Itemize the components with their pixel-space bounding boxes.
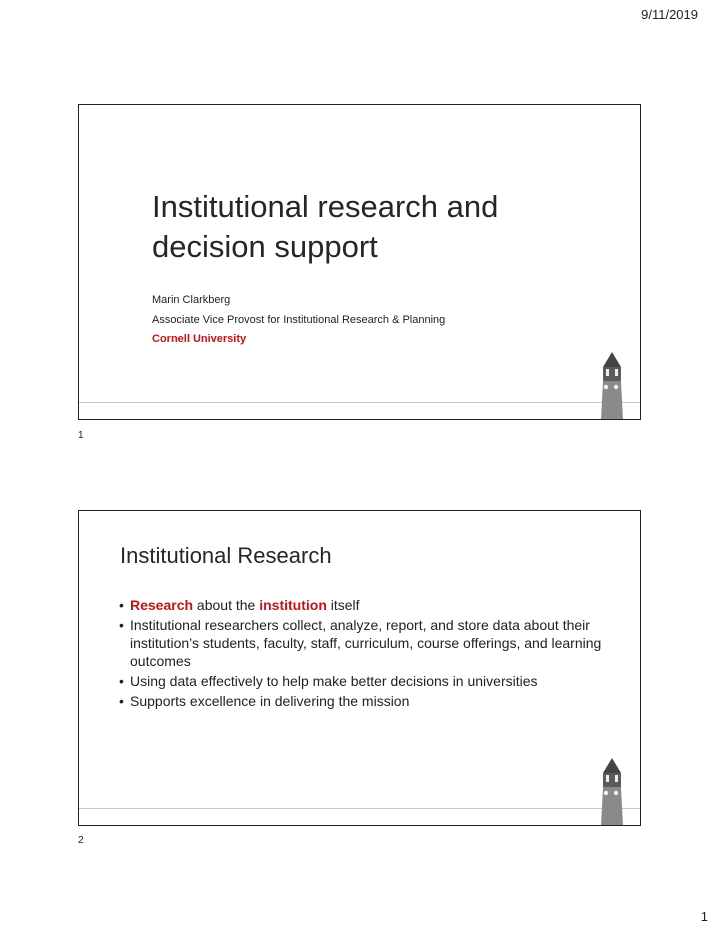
footer-rule xyxy=(79,808,640,809)
author-organization: Cornell University xyxy=(152,333,247,345)
bullet-text: about the xyxy=(193,597,260,613)
slide-number-1: 1 xyxy=(78,430,84,441)
page-number: 1 xyxy=(700,909,708,924)
slide-2 xyxy=(78,510,641,826)
header-date: 9/11/2019 xyxy=(641,7,698,22)
bullet-highlight: Research xyxy=(130,597,194,613)
slide-title: Institutional Research xyxy=(120,543,332,568)
slide-1 xyxy=(78,104,641,420)
author-name: Marin Clarkberg xyxy=(152,294,231,306)
clock-tower-icon xyxy=(597,756,627,826)
bullet-text: itself xyxy=(326,597,360,613)
slide-number-2: 2 xyxy=(78,835,84,846)
bullet-highlight: institution xyxy=(259,597,327,613)
bullet-list xyxy=(119,596,639,712)
bullet-item: • Supports excellence in delivering the mission xyxy=(119,692,639,710)
slide-title xyxy=(152,187,498,267)
bullet-item xyxy=(119,596,639,614)
clock-tower-icon xyxy=(597,350,627,420)
author-role: Associate Vice Provost for Institutional Research & Planning xyxy=(152,314,446,326)
footer-rule xyxy=(79,402,640,403)
title-line-2: decision support xyxy=(152,229,378,264)
bullet-item: • Institutional researchers collect, analyze, report, and store data about their institution’s students, faculty, staff, curriculum, course offerings, and learning outcomes xyxy=(119,616,639,670)
title-line-1: Institutional research and xyxy=(152,189,499,224)
bullet-item: • Using data effectively to help make better decisions in universities xyxy=(119,672,639,690)
